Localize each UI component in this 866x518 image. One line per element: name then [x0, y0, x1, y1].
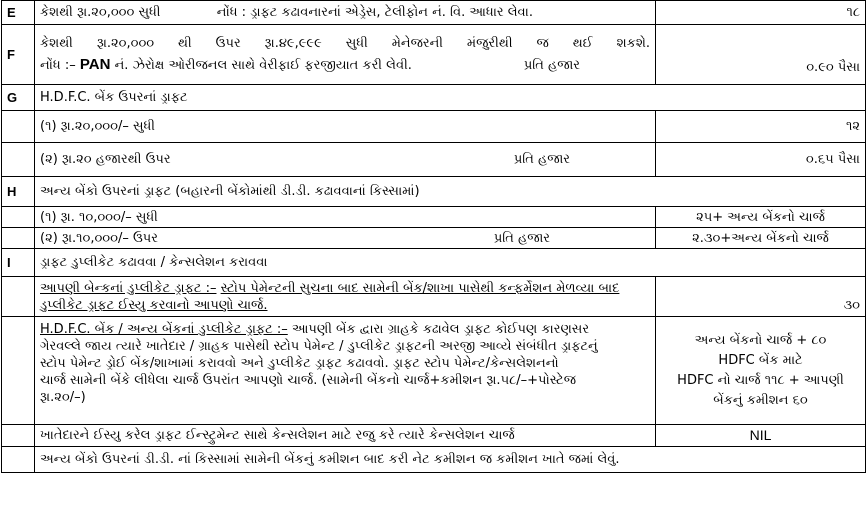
- row-i-net-commission-text: અન્ય બેંકો ઉપરનાં ડી.ડી. નાં કિસ્સામાં સામેની બેંકનું કમીશન બાદ કરી નેટ કમીશન જ કમીશન ખાતે જમાં લેવું.: [35, 447, 866, 473]
- row-i-own-duplicate-amount: ૩૦: [656, 277, 866, 317]
- row-g-sub2-text: (૨) રૂા.૨૦ હજારથી ઉપર: [40, 152, 171, 167]
- row-f: [2, 25, 866, 85]
- row-i-net-commission: [2, 447, 866, 473]
- row-e-amount: ૧૮: [656, 1, 866, 25]
- row-i-own-duplicate-line1: સ્ટોપ પેમેન્ટની સુચના બાદ સામેની બેંક/શાખા પાસેથી કન્ફર્મેશન મેળવ્યા બાદ: [220, 280, 620, 296]
- row-i-other-duplicate-amount-1: અન્ય બેંકનો ચાર્જ + ૮૦: [694, 332, 827, 348]
- row-f-amount: ૦.૯૦ પૈસા: [656, 25, 866, 85]
- row-h-sub2-amount: ૨.૩૦+અન્ય બેંકનો ચાર્જ: [656, 228, 866, 249]
- row-i-other-duplicate-amount-3: HDFC નો ચાર્જ ૧૧૮ + આપણી: [677, 372, 844, 388]
- row-g-sub2-amount: ૦.૬૫ પૈસા: [656, 143, 866, 177]
- row-f-note-text: નં. ઝેરોક્ષ ઓરીજનલ સાથે વેરીફાઈ ફરજીયાત કરી લેવી.: [114, 58, 412, 73]
- row-h-sub2-per: પ્રતિ હજાર: [493, 230, 550, 246]
- row-i-other-duplicate-title: H.D.F.C. બેંક / અન્ય બેંકનાં ડુપ્લીકેટ ડ્રાફટ :–: [40, 322, 288, 337]
- row-i-other-duplicate-line5: રૂા.૨૦/–): [40, 390, 86, 405]
- row-f-description: [35, 25, 656, 85]
- row-i-cancellation-amount: NIL: [656, 425, 866, 447]
- row-h-sub1-text: (૧) રૂા. ૧૦,૦૦૦/– સુધી: [35, 207, 656, 228]
- row-g-sub2: [2, 143, 866, 177]
- row-i-cancellation-text: ખાતેદારને ઈસ્યુ કરેલ ડ્રાફટ ઈન્સ્ટ્રુમેન્ટ સાથે કેન્સલેશન માટે રજુ કરે ત્યારે કેન્સલેશન ચાર્જ: [35, 425, 656, 447]
- row-h-sub2: [2, 228, 866, 249]
- row-f-line2: [40, 56, 412, 74]
- row-g-sub1-text: (૧) રૂા.૨૦,૦૦૦/– સુધી: [35, 111, 656, 143]
- row-g-header: H.D.F.C. બેંક ઉપરનાં ડ્રાફટ: [35, 85, 866, 111]
- row-i-other-duplicate-amount-2: HDFC બેંક માટે: [718, 352, 803, 368]
- row-i: [2, 249, 866, 277]
- row-f-per-thousand: પ્રતિ હજાર: [523, 57, 580, 73]
- row-e: [2, 1, 866, 25]
- row-g-sub1-amount: ૧૨: [656, 111, 866, 143]
- section-letter-g: G: [2, 85, 35, 111]
- row-h-sub2-text: (૨) રૂા.૧૦,૦૦૦/– ઉપર: [40, 230, 158, 246]
- row-f-pan: PAN: [79, 56, 111, 73]
- row-i-other-duplicate-line2: ગેરવલ્લે જાય ત્યારે ખાતેદાર / ગ્રાહક પાસેથી સ્ટોપ પેમેન્ટ / ડુપ્લીકેટ ડ્રાફટની અરજી આવ્યે સંબંધીત ડ્રાફટનું: [40, 339, 598, 354]
- row-i-other-duplicate-line1: આપણી બેંક દ્વારા ગ્રાહકે કઢાવેલ ડ્રાફટ કોઈપણ કારણસર: [291, 322, 590, 337]
- row-i-other-duplicate-amount-4: બેંકનું કમીશન ૬૦: [713, 392, 808, 408]
- row-h-header: અન્ય બેંકો ઉપરનાં ડ્રાફટ (બહારની બેંકોમાંથી ડી.ડી. કઢાવવાનાં કિસ્સામાં): [35, 177, 866, 207]
- row-h: [2, 177, 866, 207]
- section-letter-e: E: [2, 1, 35, 25]
- row-i-header: ડ્રાફટ ડુપ્લીકેટ કઢાવવા / કેન્સલેશન કરાવવા: [35, 249, 866, 277]
- row-i-other-duplicate: [2, 317, 866, 425]
- row-i-own-duplicate-title: આપણી બેન્કનાં ડુપ્લીકેટ ડ્રાફટ :–: [40, 280, 217, 296]
- section-letter-h: H: [2, 177, 35, 207]
- row-i-own-duplicate: [2, 277, 866, 317]
- section-letter-i: I: [2, 249, 35, 277]
- row-f-line1: કેશથી રૂા.૨૦,૦૦૦ થી ઉપર રૂા.૪૯,૯૯૯ સુધી મેનેજરની મંજુરીથી જ થઈ શકશે.: [40, 36, 650, 51]
- section-letter-f: F: [2, 25, 35, 85]
- bank-charges-table: [1, 0, 866, 473]
- row-e-cash-limit: કેશથી રૂા.૨૦,૦૦૦ સુધી: [40, 5, 161, 20]
- row-h-sub1: [2, 207, 866, 228]
- row-i-own-duplicate-line2: ડુપ્લીકેટ ડ્રાફટ ઈસ્યુ કરવાનો આપણો ચાર્જ.: [40, 297, 268, 313]
- row-h-sub1-amount: ૨૫+ અન્ય બેંકનો ચાર્જ: [656, 207, 866, 228]
- row-f-note-label: નોંધ :–: [40, 58, 76, 73]
- row-e-note: નોંધ : ડ્રાફટ કઢાવનારનાં એડ્રેસ, ટેલીફોન નં. વિ. આધાર લેવા.: [216, 5, 533, 20]
- row-g-sub2-per: પ્રતિ હજાર: [513, 152, 570, 167]
- row-i-other-duplicate-line3: સ્ટોપ પેમેન્ટ ડ્રોઈ બેંક/શાખામાં કરાવવો અને ડુપ્લીકેટ ડ્રાફટ કઢાવવો. ડ્રાફટ સ્ટોપ પેમેન્ટ/કેન્સલેશનનો: [40, 356, 559, 371]
- row-i-cancellation: [2, 425, 866, 447]
- row-g-sub1: [2, 111, 866, 143]
- row-g: [2, 85, 866, 111]
- row-i-other-duplicate-line4: ચાર્જ સામેની બેંકે લીધેલા ચાર્જ ઉપરાંત આપણો ચાર્જ. (સામેની બેંકનો ચાર્જ+કમીશન રૂા.૫૮/–+પોસ્ટેજ: [40, 373, 577, 388]
- row-e-description: [35, 1, 656, 25]
